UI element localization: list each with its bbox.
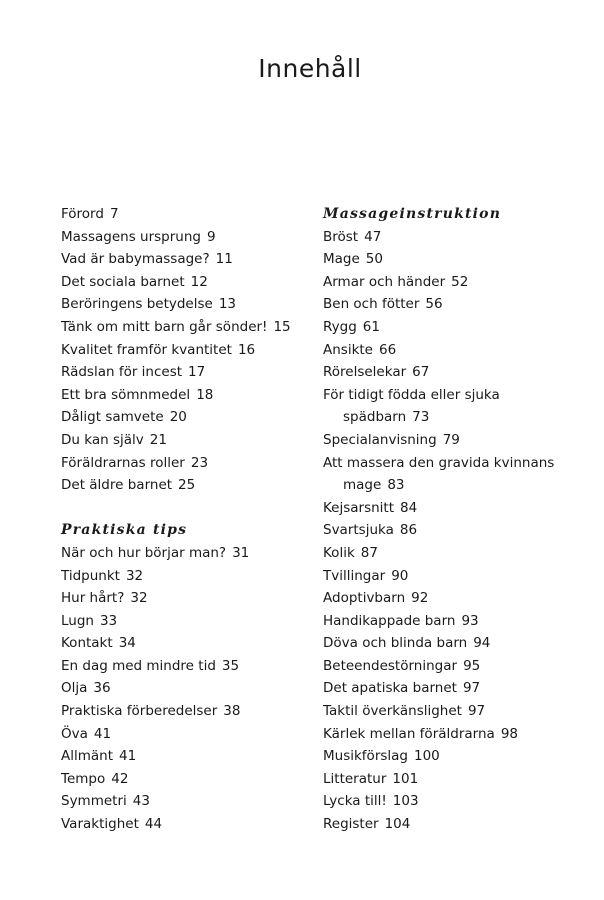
toc-entry-label: Rygg: [323, 318, 357, 335]
toc-entry-label: En dag med mindre tid: [61, 657, 216, 674]
toc-entry-page: 92: [411, 590, 429, 607]
toc-entry-page: 7: [109, 206, 119, 222]
toc-entry-label: Föräldrarnas roller: [61, 454, 185, 471]
toc-entry-page: 61: [362, 318, 380, 335]
toc-entry: [323, 226, 583, 249]
toc-entry: [61, 813, 311, 836]
toc-entry-label: Det apatiska barnet: [323, 680, 457, 697]
toc-entry-label: Öva: [61, 725, 88, 742]
toc-entry-label: Specialanvisning: [323, 431, 437, 448]
toc-entry-label: Allmänt: [61, 748, 114, 765]
toc-entry-label: spädbarn: [343, 409, 407, 426]
toc-entry-label: Vad är babymassage?: [61, 251, 210, 268]
toc-entry-page: 73: [412, 409, 430, 426]
toc-entry-page: 41: [93, 725, 112, 742]
toc-entry-page: 97: [467, 703, 486, 720]
toc-entry-page: 16: [237, 341, 256, 358]
toc-entry: [61, 790, 311, 813]
toc-entry-page: 43: [132, 793, 150, 810]
toc-entry-label: För tidigt födda eller sjuka: [323, 386, 500, 403]
toc-entry: [61, 745, 311, 768]
toc-entry-page: 83: [387, 477, 405, 494]
toc-entry-page: 84: [400, 499, 418, 516]
toc-entry: [61, 248, 311, 271]
toc-entry-page: 42: [111, 770, 129, 787]
toc-entry-label: Tänk om mitt barn går sönder!: [61, 318, 268, 335]
toc-entry-label: När och hur börjar man?: [61, 544, 227, 561]
toc-entry: [61, 723, 311, 746]
toc-entry-label: Det äldre barnet: [61, 477, 173, 494]
toc-entry-label: mage: [343, 477, 382, 494]
toc-intro-list: [61, 203, 311, 497]
toc-entry-continuation: [323, 406, 583, 429]
toc-entry-page: 103: [392, 793, 419, 810]
toc-entry: [323, 790, 583, 813]
toc-entry-page: 32: [125, 567, 144, 584]
toc-entry-label: Svartsjuka: [323, 522, 394, 539]
toc-entry-label: Förord: [61, 206, 104, 222]
toc-entry: [61, 271, 311, 294]
toc-entry: [323, 339, 583, 362]
toc-entry-page: 66: [379, 341, 397, 358]
toc-entry: [61, 316, 311, 339]
toc-praktiska-tips-list: [61, 542, 311, 836]
toc-entry-page: 17: [188, 364, 206, 381]
toc-entry: [323, 429, 583, 452]
toc-right-column: [323, 203, 583, 836]
toc-entry: [323, 723, 583, 746]
toc-entry: [61, 700, 311, 723]
toc-entry-page: 33: [99, 612, 118, 629]
toc-entry-page: 104: [384, 816, 411, 833]
toc-entry-page: 9: [206, 228, 216, 245]
toc-entry: [323, 519, 583, 542]
toc-entry-label: Massagens ursprung: [61, 228, 201, 245]
toc-entry-label: Att massera den gravida kvinnans: [323, 454, 555, 471]
toc-entry-label: Tidpunkt: [61, 567, 120, 584]
toc-entry: [323, 587, 583, 610]
toc-entry: [61, 429, 311, 452]
toc-entry: [61, 677, 311, 700]
toc-entry-label: Kärlek mellan föräldrarna: [323, 725, 495, 742]
toc-entry-label: Mage: [323, 251, 360, 268]
toc-entry-label: Du kan själv: [61, 431, 144, 448]
toc-entry-label: Det sociala barnet: [61, 273, 185, 290]
toc-entry-label: Olja: [61, 680, 88, 697]
toc-entry-page: 31: [232, 544, 250, 561]
toc-entry: [61, 632, 311, 655]
toc-massageinstruktion-list: [323, 226, 583, 836]
toc-entry: [61, 542, 311, 565]
toc-entry-page: 52: [451, 273, 469, 290]
toc-entry: [323, 316, 583, 339]
toc-entry-label: Rörelselekar: [323, 364, 407, 381]
toc-entry: [323, 293, 583, 316]
toc-entry-continuation: [323, 474, 583, 497]
toc-entry-label: Musikförslag: [323, 748, 408, 765]
toc-entry: [61, 384, 311, 407]
toc-entry-label: Rädslan för incest: [61, 364, 183, 381]
toc-entry-page: 67: [412, 364, 430, 381]
toc-entry: [323, 813, 583, 836]
toc-entry-label: Kolik: [323, 544, 355, 561]
toc-entry-label: Kejsarsnitt: [323, 499, 395, 516]
toc-entry-label: Handikappade barn: [323, 612, 456, 629]
toc-entry-page: 32: [130, 590, 148, 607]
toc-entry: [323, 745, 583, 768]
toc-entry: [61, 226, 311, 249]
toc-entry-label: Bröst: [323, 228, 359, 245]
toc-entry: [61, 361, 311, 384]
page-title: Innehåll: [258, 54, 362, 83]
toc-entry: [323, 248, 583, 271]
toc-entry-label: Beröringens betydelse: [61, 296, 213, 313]
toc-entry-page: 50: [365, 251, 383, 268]
toc-entry: [323, 384, 583, 407]
toc-entry-page: 20: [169, 409, 187, 426]
toc-entry-label: Litteratur: [323, 770, 387, 787]
toc-entry: [323, 361, 583, 384]
toc-entry: [61, 406, 311, 429]
toc-entry: [323, 632, 583, 655]
toc-entry-label: Lycka till!: [323, 793, 387, 810]
toc-entry-label: Adoptivbarn: [323, 590, 406, 607]
toc-entry: [323, 565, 583, 588]
toc-entry: [61, 203, 311, 226]
toc-entry-page: 23: [190, 454, 209, 471]
toc-entry: [323, 655, 583, 678]
toc-entry-page: 18: [196, 386, 214, 403]
toc-entry-page: 15: [273, 318, 291, 335]
toc-entry-page: 25: [178, 477, 196, 494]
toc-entry-page: 79: [442, 431, 460, 448]
toc-entry: [61, 339, 311, 362]
toc-entry: [323, 497, 583, 520]
toc-entry: [323, 452, 583, 475]
toc-entry-page: 95: [463, 657, 481, 674]
toc-entry-label: Döva och blinda barn: [323, 635, 468, 652]
toc-entry: [61, 587, 311, 610]
toc-entry-page: 101: [392, 770, 419, 787]
toc-entry-label: Praktiska förberedelser: [61, 703, 218, 720]
toc-entry-page: 41: [119, 748, 137, 765]
toc-entry-page: 86: [399, 522, 418, 539]
toc-entry-label: Kontakt: [61, 635, 113, 652]
toc-entry-label: Varaktighet: [61, 816, 139, 833]
toc-entry-label: Lugn: [61, 612, 94, 629]
toc-entry: [323, 768, 583, 791]
toc-entry-label: Ben och fötter: [323, 296, 420, 313]
toc-entry: [323, 700, 583, 723]
toc-entry-page: 47: [364, 228, 382, 245]
toc-entry: [61, 655, 311, 678]
toc-entry-label: Symmetri: [61, 793, 127, 810]
toc-entry-page: 13: [218, 296, 237, 313]
toc-entry-label: Tempo: [61, 770, 106, 787]
toc-entry-label: Ansikte: [323, 341, 373, 358]
toc-entry-page: 56: [425, 296, 443, 313]
toc-entry: [323, 677, 583, 700]
toc-entry-label: Dåligt samvete: [61, 409, 164, 426]
toc-entry: [323, 610, 583, 633]
toc-entry-page: 93: [461, 612, 479, 629]
toc-entry-label: Hur hårt?: [61, 590, 125, 607]
toc-entry-page: 36: [93, 680, 111, 697]
toc-entry-page: 11: [215, 251, 233, 268]
toc-entry-page: 44: [144, 816, 163, 833]
toc-entry-page: 90: [391, 567, 409, 584]
toc-entry-label: Tvillingar: [323, 567, 386, 584]
toc-entry: [61, 474, 311, 497]
toc-entry-page: 38: [223, 703, 241, 720]
section-heading-massageinstruktion: Massageinstruktion: [323, 206, 502, 222]
toc-entry-page: 98: [500, 725, 518, 742]
toc-entry-page: 97: [462, 680, 481, 697]
toc-entry: [61, 293, 311, 316]
toc-entry: [323, 271, 583, 294]
toc-entry-label: Register: [323, 816, 379, 833]
toc-entry-page: 21: [149, 431, 167, 448]
toc-entry: [61, 768, 311, 791]
toc-entry-label: Taktil överkänslighet: [323, 703, 462, 720]
section-heading-praktiska-tips: Praktiska tips: [61, 522, 188, 539]
toc-entry-page: 87: [360, 544, 378, 561]
toc-entry-label: Armar och händer: [323, 273, 446, 290]
section-spacer: [61, 497, 311, 520]
toc-entry-label: Beteendestörningar: [323, 657, 458, 674]
toc-entry-label: Kvalitet framför kvantitet: [61, 341, 232, 358]
toc-entry-page: 35: [221, 657, 240, 674]
toc-entry: [61, 452, 311, 475]
toc-entry-page: 94: [473, 635, 491, 652]
toc-entry: [323, 542, 583, 565]
toc-entry: [61, 610, 311, 633]
toc-left-column: [61, 203, 311, 836]
toc-entry-page: 34: [118, 635, 136, 652]
toc-entry-label: Ett bra sömnmedel: [61, 386, 191, 403]
toc-entry-page: 12: [190, 273, 208, 290]
toc-entry: [61, 565, 311, 588]
toc-entry-page: 100: [414, 748, 440, 765]
